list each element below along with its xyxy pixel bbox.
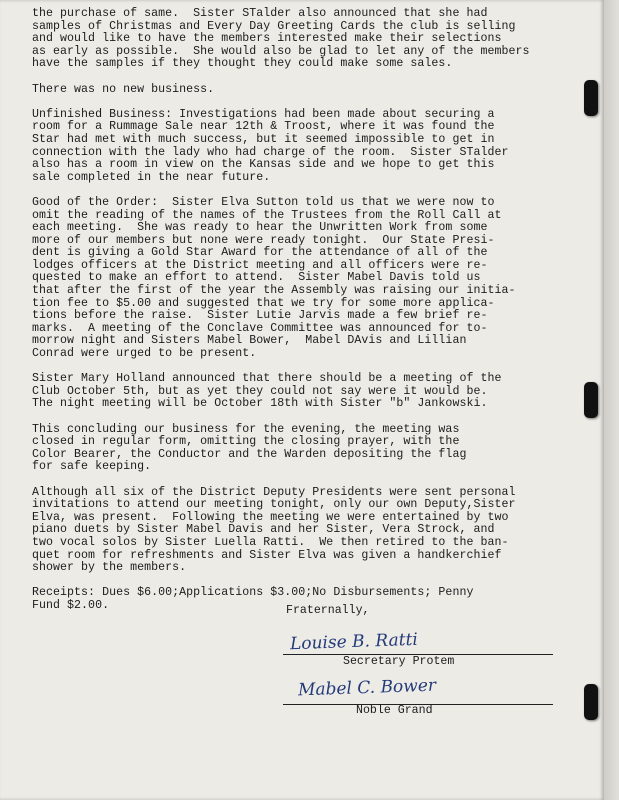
noble-grand-signature: Mabel C. Bower [297,675,437,701]
text-line: quested to make an effort to attend. Sister Mabel Davis told us [32,271,481,285]
text-line: each meeting. She was ready to hear the Unwritten Work from some [32,221,488,235]
text-line: Club October 5th, but as yet they could not say were it would be. [32,384,488,398]
closing-salutation: Fraternally, [286,604,370,617]
text-line: that after the first of the year the Assembly was raising our initia- [32,284,516,298]
text-line: Unfinished Business: Investigations had been made about securing a [32,107,495,121]
text-line: tion fee to $5.00 and suggested that we try for some more applica- [32,296,495,310]
text-line: connection with the lady who had charge of the room. Sister STalder [32,145,509,159]
paragraph [32,84,552,97]
text-line: quet room for refreshments and Sister Elva was given a handkerchief [32,548,502,562]
text-line: Receipts: Dues $6.00;Applications $3.00;No Disbursements; Penny [32,586,474,600]
text-line: closed in regular form, omitting the closing prayer, with the [32,435,460,449]
text-line: morrow night and Sisters Mabel Bower, Mabel DAvis and Lillian [32,334,467,348]
text-line: room for a Rummage Sale near 12th & Troost, where it was found the [32,120,495,134]
text-line: also has a room in view on the Kansas side and we hope to get this [32,158,495,172]
text-line: omit the reading of the names of the Trustees from the Roll Call at [32,208,502,222]
binder-hole [584,80,598,116]
text-line: There was no new business. [32,82,215,96]
binder-hole [584,382,598,418]
text-line: have the samples if they thought they could make some sales. [32,57,453,71]
text-line: marks. A meeting of the Conclave Committee was announced for to- [32,321,488,335]
minutes-body [32,8,552,625]
text-line: piano duets by Sister Mabel Davis and her Sister, Vera Strock, and [32,523,495,537]
text-line: Sister Mary Holland announced that there should be a meeting of the [32,372,502,386]
text-line: Elva, was present. Following the meeting we were entertained by two [32,510,509,524]
text-line: more of our members but none were ready tonight. Our State Presi- [32,233,495,247]
text-line: sale completed in the near future. [32,170,271,184]
text-line: Although all six of the District Deputy Presidents were sent personal [32,485,516,499]
text-line: The night meeting will be October 18th with Sister "b" Jankowski. [32,397,488,411]
text-line: shower by the members. [32,561,187,575]
text-line: invitations to attend our meeting tonight, only our own Deputy,Sister [32,498,516,512]
secretary-title: Secretary Protem [343,655,455,668]
secretary-signature: Louise B. Ratti [289,629,419,655]
text-line: Good of the Order: Sister Elva Sutton told us that we were now to [32,195,495,209]
paragraph [32,487,552,575]
noble-grand-title: Noble Grand [356,704,433,717]
text-line: Fund $2.00. [32,598,110,612]
paragraph [32,8,552,71]
text-line: lodges officers at the District meeting and all officers were re- [32,258,488,272]
text-line: Color Bearer, the Conductor and the Warden depositing the flag [32,447,467,461]
text-line: samples of Christmas and Every Day Greeting Cards the club is selling [32,19,516,33]
paragraph [32,373,552,411]
text-line: two vocal solos by Sister Luella Ratti. We then retired to the ban- [32,535,509,549]
text-line: tions before the raise. Sister Lutie Jarvis made a few brief re- [32,309,488,323]
page-edge [604,0,619,800]
binder-hole [584,684,598,720]
text-line: dent is giving a Gold Star Award for the attendance of all of the [32,246,488,260]
text-line: and would like to have the members interested make their selections [32,32,502,46]
text-line: the purchase of same. Sister STalder also announced that she had [32,7,488,20]
paragraph [32,109,552,185]
paragraph [32,424,552,474]
text-line: for safe keeping. [32,460,152,474]
text-line: This concluding our business for the evening, the meeting was [32,422,460,436]
text-line: Conrad were urged to be present. [32,347,257,361]
text-line: Star had met with much success, but it seemed impossible to get in [32,132,495,146]
text-line: as early as possible. She would also be glad to let any of the members [32,44,530,58]
paragraph [32,197,552,361]
